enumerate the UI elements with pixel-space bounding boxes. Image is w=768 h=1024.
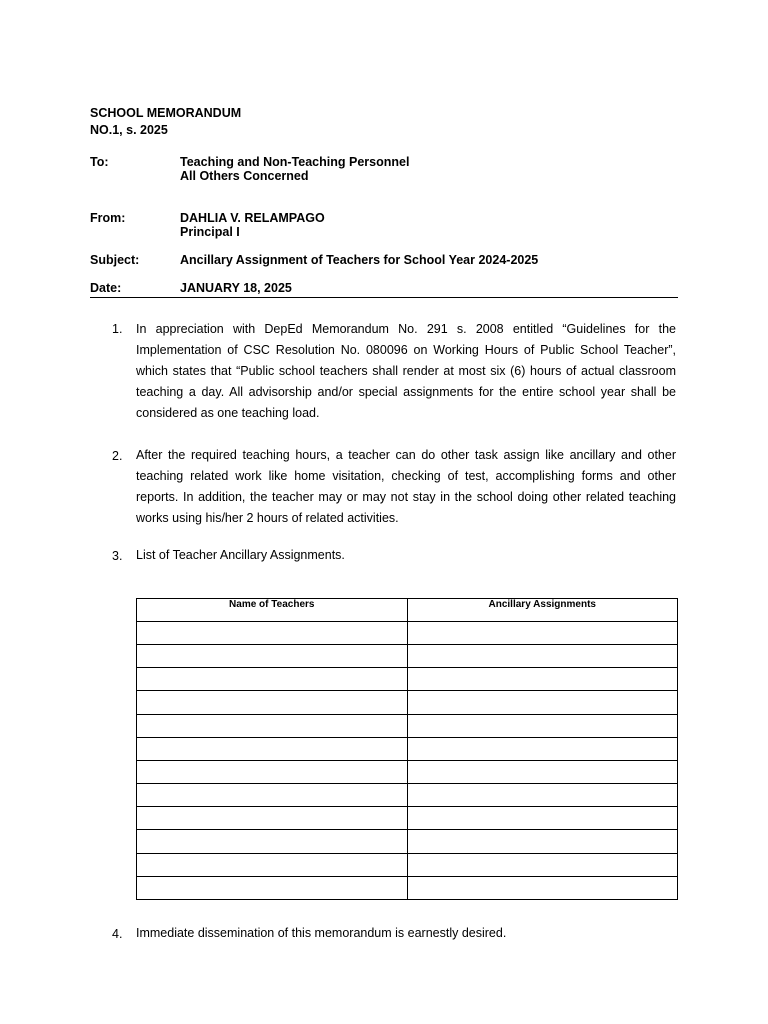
item-1-number: 1. — [112, 322, 123, 336]
subject-value: Ancillary Assignment of Teachers for School Year 2024-2025 — [180, 253, 539, 267]
item-2-number: 2. — [112, 449, 123, 463]
item-4-text: Immediate dissemination of this memorandum is earnestly desired. — [136, 926, 507, 940]
to-line-2: All Others Concerned — [180, 169, 309, 183]
table-row — [137, 876, 678, 899]
to-line-1: Teaching and Non-Teaching Personnel — [180, 155, 410, 169]
subject-label: Subject: — [90, 253, 140, 267]
table-row — [137, 645, 678, 668]
column-header-assignment: Ancillary Assignments — [407, 599, 678, 622]
table-row — [137, 622, 678, 645]
assignment-cell[interactable] — [407, 737, 678, 760]
table-row — [137, 737, 678, 760]
item-1-text: In appreciation with DepEd Memorandum No. 291 s. 2008 entitled “Guidelines for the Implementation of CSC Resolution No. 080096 on Working Hours of Public School Teacher”, which states that “Public school teachers shall render at most six (6) hours of actual classroom teaching a day. All advisorship and/or special assignments for the entire school year shall be considered as one teaching load. — [136, 322, 676, 420]
assignment-cell[interactable] — [407, 714, 678, 737]
teacher-name-cell[interactable] — [137, 622, 408, 645]
table-row — [137, 691, 678, 714]
teacher-name-cell[interactable] — [137, 876, 408, 899]
table-row — [137, 853, 678, 876]
table-row — [137, 807, 678, 830]
teacher-name-cell[interactable] — [137, 760, 408, 783]
from-name: DAHLIA V. RELAMPAGO — [180, 211, 325, 225]
column-header-name: Name of Teachers — [137, 599, 408, 622]
ancillary-table — [136, 598, 678, 900]
teacher-name-cell[interactable] — [137, 807, 408, 830]
table-row — [137, 668, 678, 691]
item-2-text: After the required teaching hours, a teacher can do other task assign like ancillary and other teaching related work like home visitation, checking of test, accomplishing forms and other reports. In addition, the teacher may or may not stay in the school doing other related teaching works using his/her 2 hours of related activities. — [136, 448, 676, 525]
table-row — [137, 714, 678, 737]
table-row — [137, 760, 678, 783]
item-4-number: 4. — [112, 927, 123, 941]
assignment-cell[interactable] — [407, 645, 678, 668]
memo-title: SCHOOL MEMORANDUM — [90, 106, 242, 120]
teacher-name-cell[interactable] — [137, 784, 408, 807]
assignment-cell[interactable] — [407, 830, 678, 853]
teacher-name-cell[interactable] — [137, 645, 408, 668]
teacher-name-cell[interactable] — [137, 668, 408, 691]
teacher-name-cell[interactable] — [137, 737, 408, 760]
from-label: From: — [90, 211, 126, 225]
date-label: Date: — [90, 281, 122, 295]
memo-number: NO.1, s. 2025 — [90, 123, 168, 137]
teacher-name-cell[interactable] — [137, 830, 408, 853]
item-3-text: List of Teacher Ancillary Assignments. — [136, 548, 345, 562]
table-header-row — [137, 599, 678, 622]
assignment-cell[interactable] — [407, 668, 678, 691]
assignment-cell[interactable] — [407, 807, 678, 830]
assignment-cell[interactable] — [407, 876, 678, 899]
date-value: JANUARY 18, 2025 — [180, 281, 292, 295]
assignment-cell[interactable] — [407, 691, 678, 714]
teacher-name-cell[interactable] — [137, 691, 408, 714]
teacher-name-cell[interactable] — [137, 853, 408, 876]
to-label: To: — [90, 155, 109, 169]
assignment-cell[interactable] — [407, 784, 678, 807]
assignment-cell[interactable] — [407, 853, 678, 876]
table-row — [137, 784, 678, 807]
from-title: Principal I — [180, 225, 240, 239]
table-row — [137, 830, 678, 853]
teacher-name-cell[interactable] — [137, 714, 408, 737]
item-3-number: 3. — [112, 549, 123, 563]
header-divider — [90, 297, 678, 298]
assignment-cell[interactable] — [407, 622, 678, 645]
assignment-cell[interactable] — [407, 760, 678, 783]
